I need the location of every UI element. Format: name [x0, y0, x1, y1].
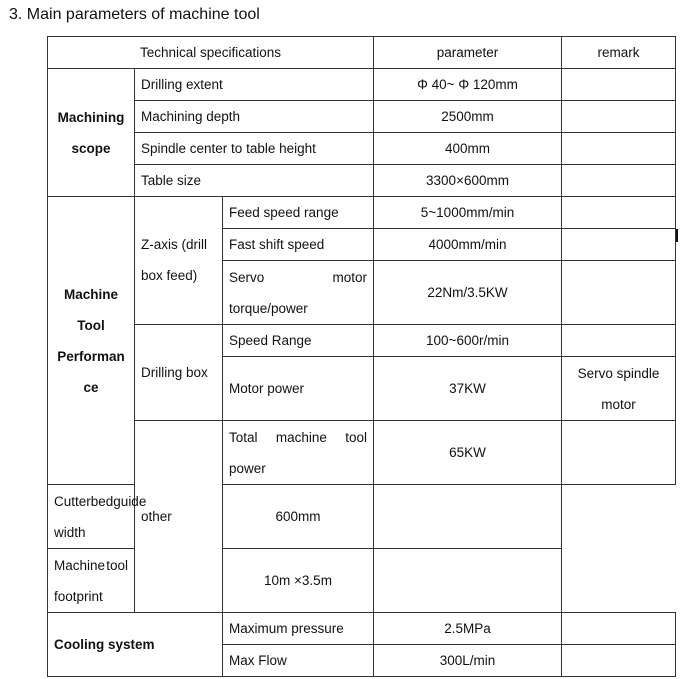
table-row [48, 325, 676, 357]
spec-label-word: guide [113, 493, 147, 509]
subgroup-label-line: box feed) [141, 268, 198, 283]
spec-value: Φ 40~ Φ 120mm [374, 69, 562, 101]
table-row [48, 165, 676, 197]
spec-remark [562, 229, 676, 261]
spec-label: Feed speed range [223, 197, 374, 229]
spec-label: Maximum pressure [223, 613, 374, 645]
spec-value: 600mm [223, 485, 374, 549]
header-parameter: parameter [374, 37, 562, 69]
subgroup-label-line: Z-axis (drill [141, 237, 207, 252]
spec-label-word: tool [106, 557, 128, 573]
spec-label: Motor power [223, 357, 374, 421]
spec-value: 300L/min [374, 645, 562, 677]
spec-remark [374, 485, 562, 549]
spec-value: 5~1000mm/min [374, 197, 562, 229]
spec-remark [562, 197, 676, 229]
table-row [48, 69, 676, 101]
spec-label-word: Cutter [54, 493, 91, 509]
spec-remark [562, 357, 676, 421]
spec-label [48, 485, 147, 549]
spec-label: Table size [135, 165, 374, 197]
table-row [48, 613, 676, 645]
spec-remark [562, 261, 676, 325]
spec-label-line [229, 262, 367, 293]
group-label-line: Machining [57, 109, 125, 125]
group-label-line: Machine [63, 286, 118, 302]
group-label-line: ce [83, 379, 99, 395]
spec-label-word: tool [345, 429, 367, 445]
spec-label-line: power [229, 460, 266, 476]
machine-parameters-table [47, 36, 676, 677]
spec-value: 10m ×3.5m [223, 549, 374, 613]
spec-label: Speed Range [223, 325, 374, 357]
section-heading: 3. Main parameters of machine tool [9, 6, 260, 23]
spec-label: Spindle center to table height [135, 133, 374, 165]
spec-value: 3300×600mm [374, 165, 562, 197]
spec-remark [562, 133, 676, 165]
spec-label-line [54, 486, 147, 517]
spec-value: 4000mm/min [374, 229, 562, 261]
table-row [48, 485, 676, 517]
spec-label: Machining depth [135, 101, 374, 133]
group-cooling-system: Cooling system [48, 613, 223, 677]
spec-value: 22Nm/3.5KW [374, 261, 562, 325]
spec-value: 400mm [374, 133, 562, 165]
spec-value: 65KW [374, 421, 562, 485]
table-row [48, 421, 676, 453]
spec-label-line: footprint [54, 588, 103, 604]
header-technical-specifications: Technical specifications [48, 37, 374, 69]
spec-label-word: motor [332, 269, 367, 285]
spec-label: Drilling extent [135, 69, 374, 101]
spec-remark [562, 69, 676, 101]
spec-remark [562, 645, 676, 677]
spec-label-word: Servo [229, 269, 265, 285]
spec-remark [562, 165, 676, 197]
spec-label [48, 549, 135, 613]
spec-remark [374, 549, 562, 613]
spec-value: 37KW [374, 357, 562, 421]
margin-marker [676, 229, 678, 242]
table-header-row [48, 37, 676, 69]
remark-text: Servo spindle motor [577, 365, 660, 412]
spec-label-word: bed [90, 493, 114, 509]
subgroup-other: other [135, 421, 223, 613]
spec-remark [562, 101, 676, 133]
spec-label-line [229, 422, 367, 453]
spec-value: 100~600r/min [374, 325, 562, 357]
spec-label-word: Total [229, 429, 258, 445]
spec-label [223, 421, 374, 485]
group-label-line: scope [71, 140, 111, 156]
spec-label-word: machine [275, 429, 327, 445]
group-label-line: Tool [77, 317, 105, 333]
subgroup-z-axis [135, 197, 223, 325]
spec-label: Fast shift speed [223, 229, 374, 261]
subgroup-drilling-box: Drilling box [135, 325, 223, 421]
table-row [48, 101, 676, 133]
spec-label: Max Flow [223, 645, 374, 677]
group-machine-tool-performance [48, 197, 135, 485]
spec-value: 2.5MPa [374, 613, 562, 645]
spec-remark [562, 421, 676, 485]
spec-label-word: Machine [54, 557, 106, 573]
spec-label-line: torque/power [229, 300, 308, 316]
spec-value: 2500mm [374, 101, 562, 133]
spec-label [223, 261, 374, 325]
spec-remark [562, 325, 676, 357]
header-remark: remark [562, 37, 676, 69]
spec-label-line: width [54, 524, 86, 540]
spec-label-line [54, 550, 128, 581]
spec-remark [562, 613, 676, 645]
table-row [48, 133, 676, 165]
group-label-line: Performan [57, 348, 125, 364]
group-machining-scope [48, 69, 135, 197]
table-row [48, 197, 676, 229]
